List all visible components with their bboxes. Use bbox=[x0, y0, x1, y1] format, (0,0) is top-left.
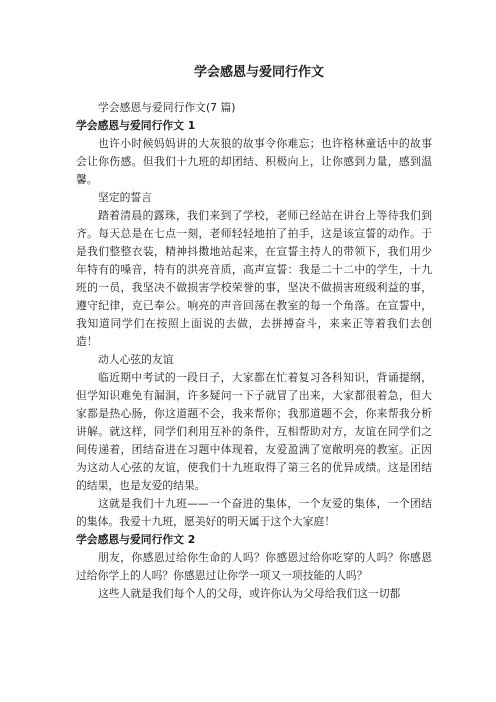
paragraph: 这就是我们十九班——一个奋进的集体，一个友爱的集体，一个团结的集体。我爱十九班，愿美好的明天属于这个大家庭！ bbox=[76, 497, 432, 528]
section-heading: 学会感恩与爱同行作文 1 bbox=[76, 119, 196, 132]
subheading: 动人心弦的友谊 bbox=[98, 353, 174, 366]
paragraph: 临近期中考试的一段日子，大家都在忙着复习各科知识，背诵提纲，但学知识难免有漏洞，许多疑问一下子就冒了出来，大家都很着急，但大家都是热心肠，你这道题不会，我来帮你；我那道题不会，你来帮我分析讲解。就这样，同学们利用互补的条件，互相帮助对方，友谊在同学们之间传递着，团结奋进在习题中体现着，友爱盈满了宽敞明亮的教室。正因为这动人心弦的友谊，使我们十九班取得了第三名的优异成绩。这是团结的结果，也是友爱的结果。 bbox=[76, 371, 432, 492]
page-title: 学会感恩与爱同行作文 bbox=[193, 65, 324, 80]
section-heading: 学会感恩与爱同行作文 2 bbox=[76, 533, 196, 546]
document-subtitle: 学会感恩与爱同行作文(7 篇) bbox=[98, 101, 236, 114]
paragraph: 踏着清晨的露珠，我们来到了学校，老师已经站在讲台上等待我们到齐。每天总是在七点一刻，老师轻轻地拍了拍手，这是该宣誓的动作。于是我们整整衣装，精神抖擞地站起来，在宣誓主持人的带领下，我们用少年特有的嗓音，特有的洪亮音质，高声宣誓：我是二十二中的学生，十九班的一员，我坚决不做损害学校荣誉的事，坚决不做损害班级利益的事，遵守纪律，克已奉公。响亮的声音回荡在教室的每一个角落。在宣誓中，我知道同学们在按照上面说的去做，去拼搏奋斗，来来正等着我们去创造！ bbox=[76, 209, 432, 348]
paragraph: 朋友，你感恩过给你生命的人吗？你感恩过给你吃穿的人吗？你感恩过给你学上的人吗？你感恩过让你学一项又一项技能的人吗？ bbox=[76, 551, 432, 582]
paragraph: 也许小时候妈妈讲的大灰狼的故事令你难忘；也许格林童话中的故事会让你伤感。但我们十九班的却团结、积极向上，让你感到力量，感到温馨。 bbox=[76, 137, 432, 186]
paragraph: 这些人就是我们每个人的父母，或许你认为父母给我们这一切都 bbox=[98, 587, 401, 600]
subheading: 坚定的誓言 bbox=[98, 191, 152, 204]
document-body bbox=[76, 99, 432, 603]
